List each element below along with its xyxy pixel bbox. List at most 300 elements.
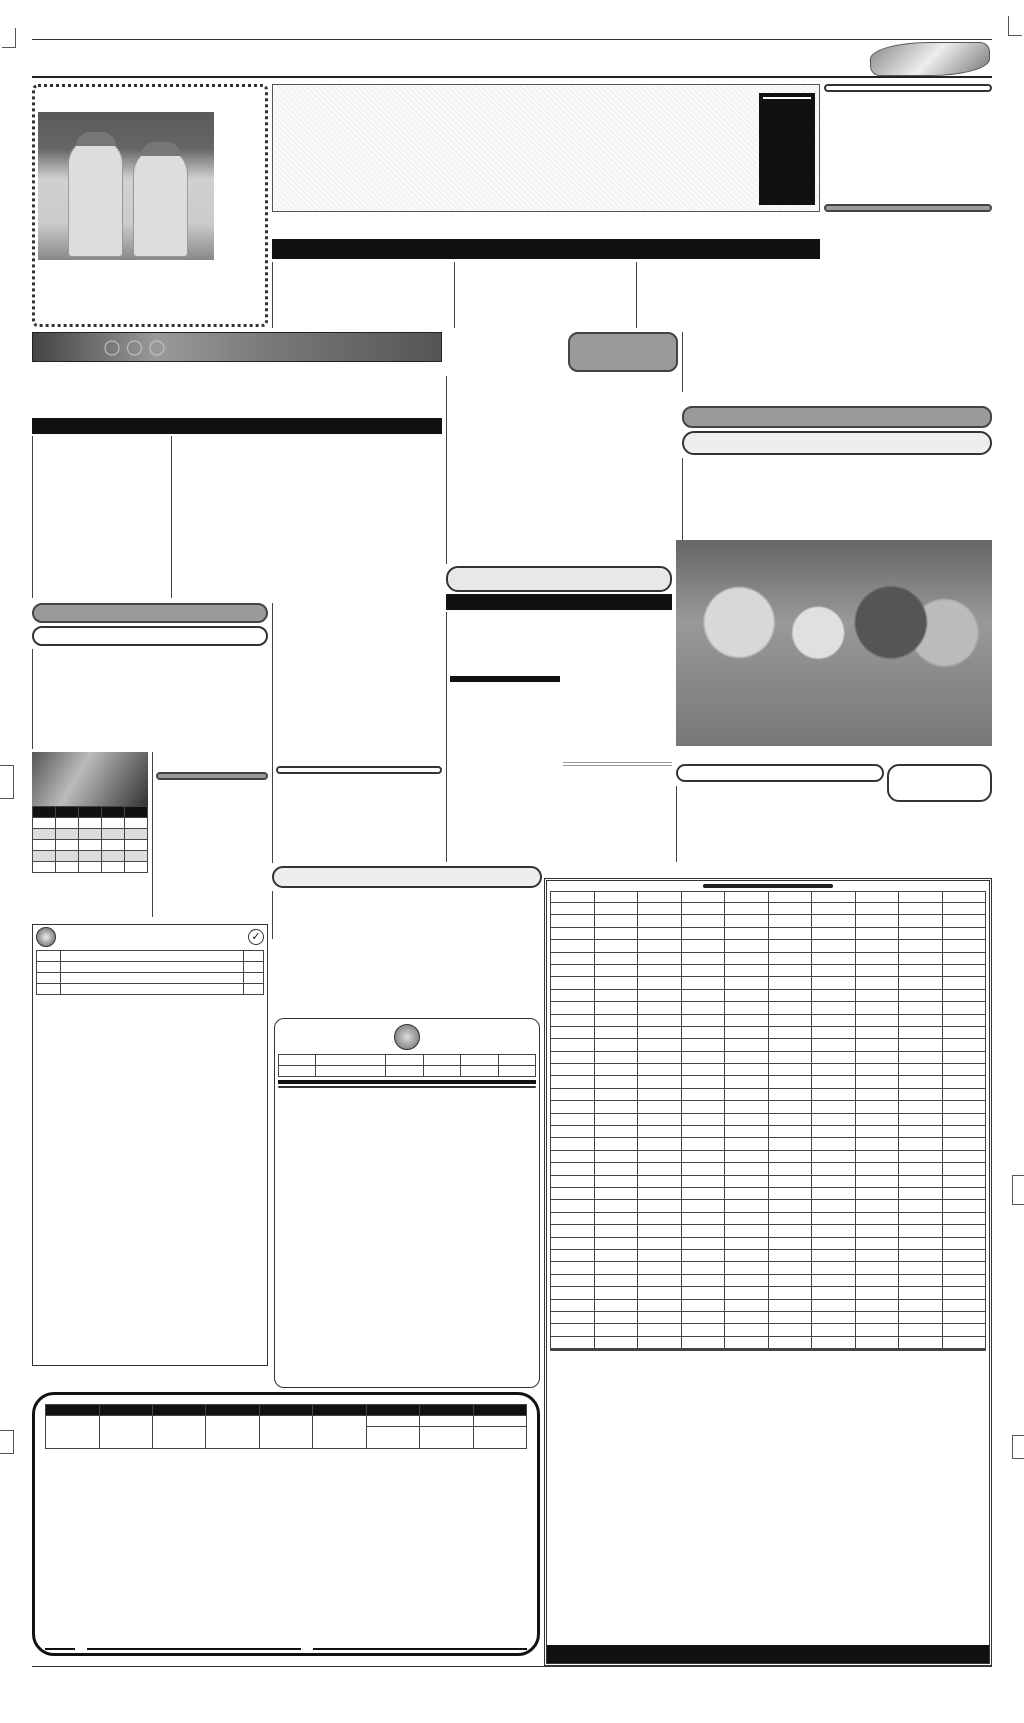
cell-q2 xyxy=(638,940,682,952)
page-bottom-rule xyxy=(32,1666,992,1667)
cell-p1 xyxy=(768,1088,812,1100)
match-report-cont xyxy=(446,376,563,564)
cell-q2 xyxy=(638,1014,682,1026)
cell-i1 xyxy=(899,1138,943,1150)
cell-p2 xyxy=(551,1200,595,1212)
table-row xyxy=(551,927,986,939)
cell-p1 xyxy=(768,1138,812,1150)
cell-c2 xyxy=(594,1113,638,1125)
cell-q1 xyxy=(855,1064,899,1076)
cell-p2 xyxy=(551,1175,595,1187)
table-row xyxy=(551,1026,986,1038)
cell-c2 xyxy=(594,1324,638,1336)
sr xyxy=(279,1066,316,1077)
cell-i1 xyxy=(899,1225,943,1237)
cell-p1 xyxy=(768,1187,812,1199)
cell-q2 xyxy=(638,1225,682,1237)
cell-n1 xyxy=(942,1274,986,1286)
cell-c1 xyxy=(812,1311,856,1323)
cell-c1 xyxy=(812,927,856,939)
police-body-cont xyxy=(272,891,408,939)
cell-q1 xyxy=(855,1101,899,1113)
cell-p2 xyxy=(551,952,595,964)
qty xyxy=(244,962,264,973)
cell-i1 xyxy=(899,1336,943,1348)
cell-i2 xyxy=(681,1126,725,1138)
cell-n1 xyxy=(942,1126,986,1138)
cell-q1 xyxy=(855,1324,899,1336)
cell-c2 xyxy=(594,989,638,1001)
cell-i2 xyxy=(681,940,725,952)
col-item-2 xyxy=(681,892,725,903)
table-row xyxy=(551,1187,986,1199)
cell-i2 xyxy=(681,1187,725,1199)
cell-q1 xyxy=(855,1014,899,1026)
cell-p1 xyxy=(768,1150,812,1162)
referee-strip xyxy=(32,603,268,623)
cell-n2 xyxy=(725,1187,769,1199)
cell-c2 xyxy=(594,1002,638,1014)
cell-i1 xyxy=(899,927,943,939)
cell-n1 xyxy=(942,1225,986,1237)
kicker-top xyxy=(763,97,811,99)
cell-c1 xyxy=(812,1212,856,1224)
jail-items-table xyxy=(550,891,986,1349)
jail-tender-title xyxy=(703,884,833,888)
cell-p2 xyxy=(551,1076,595,1088)
silver xyxy=(79,862,102,873)
cell-c2 xyxy=(594,903,638,915)
table-row xyxy=(33,862,148,873)
cell-c1 xyxy=(812,1088,856,1100)
cell-c2 xyxy=(594,1262,638,1274)
cell-p1 xyxy=(768,1039,812,1051)
cell-p2 xyxy=(551,1237,595,1249)
cell-p1 xyxy=(768,1262,812,1274)
cell-c2 xyxy=(594,1311,638,1323)
cell-c2 xyxy=(594,1014,638,1026)
col-gold xyxy=(102,807,125,818)
medvedev-headline xyxy=(32,626,268,646)
medal-table xyxy=(32,806,148,873)
table-row xyxy=(551,1113,986,1125)
country xyxy=(125,829,148,840)
odi-series-strip xyxy=(682,406,992,428)
submission xyxy=(423,1066,460,1077)
cell-n1 xyxy=(942,1175,986,1187)
cell-q1 xyxy=(855,1088,899,1100)
cell-p2 xyxy=(551,927,595,939)
cell-q2 xyxy=(638,1324,682,1336)
cell-q2 xyxy=(638,1064,682,1076)
cell-n1 xyxy=(942,964,986,976)
gold xyxy=(102,818,125,829)
col-items xyxy=(61,951,244,962)
cell-i1 xyxy=(899,1076,943,1088)
cell-p2 xyxy=(551,1039,595,1051)
lead-subhead-2 xyxy=(272,239,820,259)
cell-p2 xyxy=(551,977,595,989)
cell-i1 xyxy=(899,1175,943,1187)
scheme xyxy=(316,1066,386,1077)
cell-n1 xyxy=(942,1064,986,1076)
col-issuance xyxy=(386,1055,423,1066)
cell-n1 xyxy=(942,1002,986,1014)
cell-i2 xyxy=(681,1026,725,1038)
cell-p2 xyxy=(551,964,595,976)
cap-2 xyxy=(141,142,181,156)
table-row xyxy=(551,940,986,952)
col-cost-2 xyxy=(594,892,638,903)
cell-c2 xyxy=(594,964,638,976)
player-1-figure xyxy=(68,137,123,257)
cell-n1 xyxy=(942,1299,986,1311)
col-silver xyxy=(79,807,102,818)
cell-q2 xyxy=(638,915,682,927)
masthead xyxy=(32,26,992,40)
cell-p2 xyxy=(551,1002,595,1014)
cell-p1 xyxy=(768,989,812,1001)
cell-i1 xyxy=(899,1237,943,1249)
cell-p2 xyxy=(551,1311,595,1323)
kicker-box xyxy=(759,93,815,205)
cell-c2 xyxy=(594,1088,638,1100)
cell-p2 xyxy=(551,1212,595,1224)
cell-p1 xyxy=(768,927,812,939)
cell-i2 xyxy=(681,977,725,989)
cell-n2 xyxy=(725,1026,769,1038)
jail-tender-ad xyxy=(544,878,992,1666)
cell-n2 xyxy=(725,927,769,939)
cell-q2 xyxy=(638,1262,682,1274)
cell-i1 xyxy=(899,1051,943,1063)
cell-c2 xyxy=(594,1200,638,1212)
anwar-ali-body-3 xyxy=(450,686,560,846)
cell-i1 xyxy=(899,1101,943,1113)
table-row xyxy=(551,1039,986,1051)
crop-mark-left xyxy=(0,1430,14,1454)
cell-q2 xyxy=(638,1138,682,1150)
cell-n1 xyxy=(942,977,986,989)
cell-q2 xyxy=(638,1299,682,1311)
cell-n1 xyxy=(942,1039,986,1051)
cell-i2 xyxy=(681,1237,725,1249)
pakistan-changes-body-cont xyxy=(676,786,781,862)
name xyxy=(420,1427,473,1449)
cell-p1 xyxy=(768,952,812,964)
cell-q1 xyxy=(855,1311,899,1323)
cell-n2 xyxy=(725,989,769,1001)
kamran-akmal-headline xyxy=(682,431,992,455)
col-sr xyxy=(279,1055,316,1066)
cell-p1 xyxy=(768,1014,812,1026)
pcsir-logo-icon xyxy=(36,927,56,947)
cell-n1 xyxy=(942,1088,986,1100)
cell-q2 xyxy=(638,1237,682,1249)
cell-p1 xyxy=(768,940,812,952)
cell-i2 xyxy=(681,1225,725,1237)
anwar-ali-body-columns xyxy=(446,612,672,862)
match-report-body-right xyxy=(682,332,838,392)
cell-q1 xyxy=(855,1212,899,1224)
table-row xyxy=(551,1150,986,1162)
match-report-body-cont xyxy=(454,262,632,328)
pakistan-changes-body xyxy=(784,786,885,862)
wasim-story-box xyxy=(32,84,268,327)
silver xyxy=(79,851,102,862)
wapda-tender-ad xyxy=(274,1018,540,1388)
cell-c2 xyxy=(594,1126,638,1138)
cell-p1 xyxy=(768,1175,812,1187)
table-row xyxy=(551,1175,986,1187)
hasan-ali-body xyxy=(824,96,992,200)
col-submission xyxy=(99,1405,152,1416)
pcsir-items-table xyxy=(36,950,264,995)
cell-n2 xyxy=(725,1163,769,1175)
photo-caption xyxy=(676,748,992,762)
cell-n2 xyxy=(725,1064,769,1076)
gold xyxy=(102,862,125,873)
cell-n2 xyxy=(725,1262,769,1274)
gold xyxy=(102,851,125,862)
pakistan-changes-columns xyxy=(676,786,884,862)
anwar-ali-headline xyxy=(446,566,672,592)
cell-n2 xyxy=(725,903,769,915)
center-columns xyxy=(446,376,678,564)
cell-i2 xyxy=(681,1200,725,1212)
cell-n2 xyxy=(725,1287,769,1299)
wapda-scheme-table xyxy=(278,1054,536,1077)
cell-p2 xyxy=(551,1101,595,1113)
col-submission xyxy=(423,1055,460,1066)
olympics-body-columns xyxy=(32,436,442,598)
medvedev-body-columns xyxy=(32,649,268,749)
cell-p1 xyxy=(768,1113,812,1125)
cell-c1 xyxy=(812,915,856,927)
table-row xyxy=(551,1002,986,1014)
cell-n2 xyxy=(725,1237,769,1249)
cell-q2 xyxy=(638,1274,682,1286)
cell-c1 xyxy=(812,1051,856,1063)
cell-c2 xyxy=(594,1287,638,1299)
cell-c1 xyxy=(812,1249,856,1261)
table-row xyxy=(33,840,148,851)
cell-c2 xyxy=(594,1064,638,1076)
cell-p1 xyxy=(768,1311,812,1323)
cell-n2 xyxy=(725,1101,769,1113)
cell-p1 xyxy=(768,1200,812,1212)
cell-q1 xyxy=(855,940,899,952)
cell-n2 xyxy=(725,1113,769,1125)
cell-q2 xyxy=(638,1163,682,1175)
table-row xyxy=(551,989,986,1001)
cell-c2 xyxy=(594,1336,638,1348)
wasim-bouncer-body xyxy=(818,262,992,328)
table-row xyxy=(37,973,264,984)
cell-p1 xyxy=(768,1274,812,1286)
total xyxy=(33,840,56,851)
olympic-rings-icon xyxy=(103,339,193,357)
cell-n2 xyxy=(725,1051,769,1063)
cell-i2 xyxy=(681,915,725,927)
cell-q1 xyxy=(855,1026,899,1038)
medal-table-photo xyxy=(32,752,148,806)
cell-q2 xyxy=(638,1101,682,1113)
cell-c1 xyxy=(812,1200,856,1212)
cell-p1 xyxy=(768,1101,812,1113)
cell-q2 xyxy=(638,964,682,976)
cell-p1 xyxy=(768,1002,812,1014)
table-row xyxy=(551,964,986,976)
wapda-footer xyxy=(278,1086,536,1088)
table-row xyxy=(551,977,986,989)
tennis-heat-body xyxy=(887,806,992,862)
cell-q2 xyxy=(638,1175,682,1187)
cell-i2 xyxy=(681,1262,725,1274)
wasim-akram-body-top xyxy=(272,262,450,328)
cell-c1 xyxy=(812,1014,856,1026)
submission xyxy=(99,1416,152,1449)
total xyxy=(33,862,56,873)
cell-n2 xyxy=(725,1212,769,1224)
caa-tender-ad xyxy=(32,1392,540,1656)
cell-n2 xyxy=(725,1311,769,1323)
jail-signature-bar xyxy=(547,1645,989,1663)
tender-fee xyxy=(152,1416,205,1449)
medal-table-box xyxy=(32,752,148,917)
table-row xyxy=(551,1262,986,1274)
cell-n1 xyxy=(942,1014,986,1026)
completion xyxy=(498,1066,535,1077)
cell-p1 xyxy=(768,1076,812,1088)
cell-c2 xyxy=(594,1076,638,1088)
match-report-body xyxy=(636,262,814,328)
lead-subhead-1 xyxy=(272,216,820,236)
cell-c1 xyxy=(812,1187,856,1199)
cell-c1 xyxy=(812,1225,856,1237)
cell-i1 xyxy=(899,1039,943,1051)
cell-p1 xyxy=(768,1287,812,1299)
caa-table xyxy=(45,1404,527,1449)
cell-p2 xyxy=(551,1051,595,1063)
cell-n1 xyxy=(942,1336,986,1348)
cell-q2 xyxy=(638,1200,682,1212)
cell-i2 xyxy=(681,952,725,964)
col-sr xyxy=(37,951,61,962)
cell-i1 xyxy=(899,1163,943,1175)
col-no xyxy=(473,1405,526,1416)
cell-c1 xyxy=(812,1274,856,1286)
cell-q1 xyxy=(855,1287,899,1299)
cell-c1 xyxy=(812,1262,856,1274)
cell-c2 xyxy=(594,1175,638,1187)
table-row xyxy=(551,1299,986,1311)
cell-p2 xyxy=(551,1088,595,1100)
cell-c1 xyxy=(812,1126,856,1138)
olympics-body xyxy=(311,436,442,598)
col-qty xyxy=(244,951,264,962)
anwar-ali-body-2 xyxy=(450,612,560,672)
cell-n1 xyxy=(942,927,986,939)
cell-q1 xyxy=(855,1262,899,1274)
cell-c2 xyxy=(594,952,638,964)
cell-q1 xyxy=(855,977,899,989)
gold xyxy=(102,840,125,851)
cell-n2 xyxy=(725,1150,769,1162)
wasim-body xyxy=(38,262,262,306)
cell-c2 xyxy=(594,1026,638,1038)
cell-q1 xyxy=(855,1175,899,1187)
table-row xyxy=(46,1416,527,1427)
cell-n1 xyxy=(942,1187,986,1199)
crop-mark-top-left xyxy=(2,28,16,48)
cell-n1 xyxy=(942,1237,986,1249)
cell-q2 xyxy=(638,1249,682,1261)
cell-p1 xyxy=(768,964,812,976)
cell-q1 xyxy=(855,1237,899,1249)
cell-p1 xyxy=(768,915,812,927)
cell-i1 xyxy=(899,1287,943,1299)
section-banner xyxy=(32,42,992,78)
hasan-ali-headline xyxy=(824,84,992,92)
cell-c1 xyxy=(812,1163,856,1175)
table-row xyxy=(551,1014,986,1026)
cell-i1 xyxy=(899,940,943,952)
silver xyxy=(79,818,102,829)
website-banner xyxy=(450,676,560,682)
cell-p2 xyxy=(551,1262,595,1274)
cell-p2 xyxy=(551,915,595,927)
cell-c1 xyxy=(812,1175,856,1187)
sr xyxy=(37,973,61,984)
cell-p2 xyxy=(551,1249,595,1261)
cell-i1 xyxy=(899,1311,943,1323)
cell-c2 xyxy=(594,1138,638,1150)
wapda-logo-icon xyxy=(394,1024,420,1050)
fee xyxy=(366,1416,419,1427)
cell-p1 xyxy=(768,1336,812,1348)
col-country xyxy=(125,807,148,818)
cell-q1 xyxy=(855,1299,899,1311)
cell-n1 xyxy=(942,1076,986,1088)
cell-i1 xyxy=(899,1299,943,1311)
india-headline xyxy=(276,766,442,774)
india-story-column xyxy=(272,603,442,863)
cell-c2 xyxy=(594,1150,638,1162)
col-scheme xyxy=(316,1055,386,1066)
qty xyxy=(244,973,264,984)
col-no xyxy=(942,892,986,903)
cell-c1 xyxy=(812,1287,856,1299)
cell-i2 xyxy=(681,927,725,939)
col-tender-fee xyxy=(152,1405,205,1416)
wasim-akram-headline xyxy=(568,332,678,372)
cell-n1 xyxy=(942,1262,986,1274)
cell-q1 xyxy=(855,964,899,976)
medvedev-body-cont xyxy=(32,649,150,749)
cell-c2 xyxy=(594,1187,638,1199)
cell-n1 xyxy=(942,940,986,952)
pcsir-tender-ad xyxy=(32,924,268,1366)
col-fee xyxy=(366,1405,419,1416)
cell-q2 xyxy=(638,1311,682,1323)
cricket-celebration-photo xyxy=(676,540,992,746)
table-row xyxy=(551,952,986,964)
table-row xyxy=(551,1200,986,1212)
table-row xyxy=(551,1138,986,1150)
cell-q2 xyxy=(638,1126,682,1138)
cell-i2 xyxy=(681,1287,725,1299)
